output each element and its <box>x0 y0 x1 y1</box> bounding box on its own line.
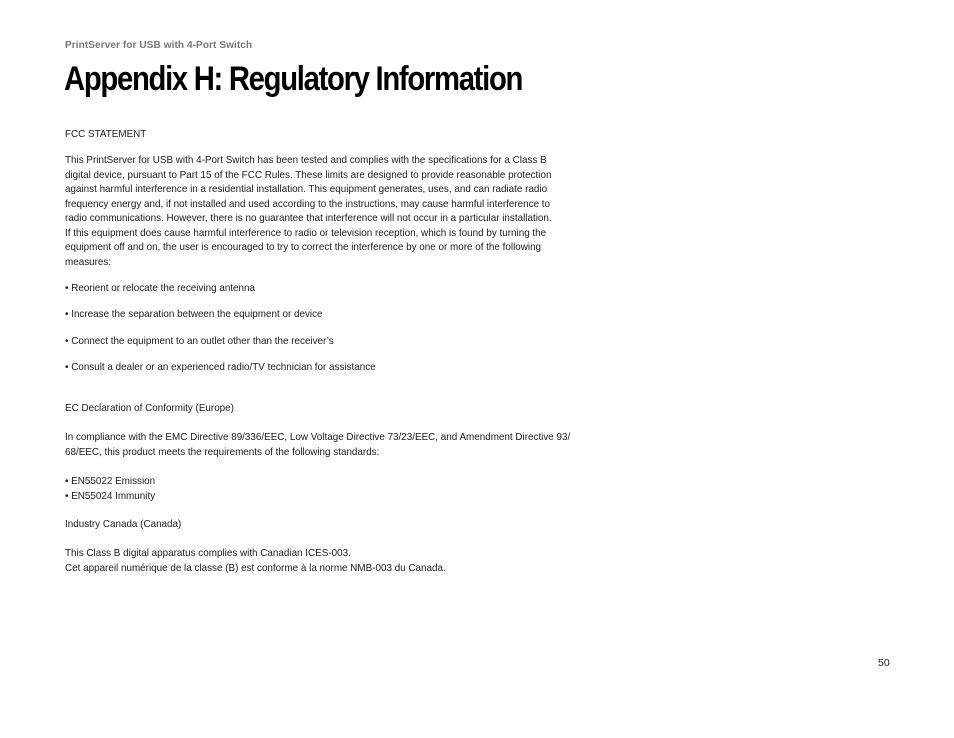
canada-text-block <box>65 546 591 575</box>
ec-standards-block <box>65 474 591 503</box>
page-number: 50 <box>878 657 890 669</box>
fcc-measure-1-block <box>65 281 591 296</box>
fcc-heading-block <box>65 127 591 142</box>
ec-heading: EC Declaration of Conformity (Europe) <box>65 402 234 414</box>
fcc-measure-2-block <box>65 307 591 322</box>
fcc-measure-item: • Increase the separation between the equipment or device <box>65 308 323 320</box>
ec-standard-item: • EN55022 Emission <box>65 475 156 487</box>
ec-paragraph-block <box>65 430 591 459</box>
ec-standard-item: • EN55024 Immunity <box>65 489 156 502</box>
ec-heading-block <box>65 401 591 416</box>
canada-heading-block <box>65 517 591 532</box>
fcc-measure-item: • Consult a dealer or an experienced radio/TV technician for assistance <box>65 361 376 373</box>
fcc-paragraph: This PrintServer for USB with 4-Port Switch has been tested and complies with the specifications for a Class B digital device, pursuant to Part 15 of the FCC Rules. These limits are designed to provide reasonable protection against harmful interference in a residential installation. This equipment generates, uses, and can radiate radio frequency energy and, if not installed and used according to the instructions, may cause harmful interference to radio communications. However, there is no guarantee that interference will not occur in a particular installation. If this equipment does cause harmful interference to radio or television reception, which is found by turning the equipment off and on, the user is encouraged to try to correct the interference by one or more of the following measures: <box>65 154 552 268</box>
fcc-paragraph-block <box>65 153 591 269</box>
running-header: PrintServer for USB with 4-Port Switch <box>65 40 253 51</box>
fcc-measure-item: • Reorient or relocate the receiving antenna <box>65 282 256 294</box>
canada-line-fr: Cet appareil numérique de la classe (B) est conforme à la norme NMB-003 du Canada. <box>65 561 446 574</box>
page-title: Appendix H: Regulatory Information <box>64 60 523 98</box>
fcc-measure-3-block <box>65 334 591 349</box>
canada-line-en: This Class B digital apparatus complies with Canadian ICES-003. <box>65 547 351 559</box>
fcc-measure-item: • Connect the equipment to an outlet other than the receiver’s <box>65 335 334 347</box>
fcc-heading: FCC STATEMENT <box>65 128 147 140</box>
ec-paragraph: In compliance with the EMC Directive 89/336/EEC, Low Voltage Directive 73/23/EEC, and Amendment Directive 93/ 68/EEC, this product meets the requirements of the following standards: <box>65 431 571 458</box>
fcc-measure-4-block <box>65 360 591 375</box>
canada-heading: Industry Canada (Canada) <box>65 518 182 530</box>
